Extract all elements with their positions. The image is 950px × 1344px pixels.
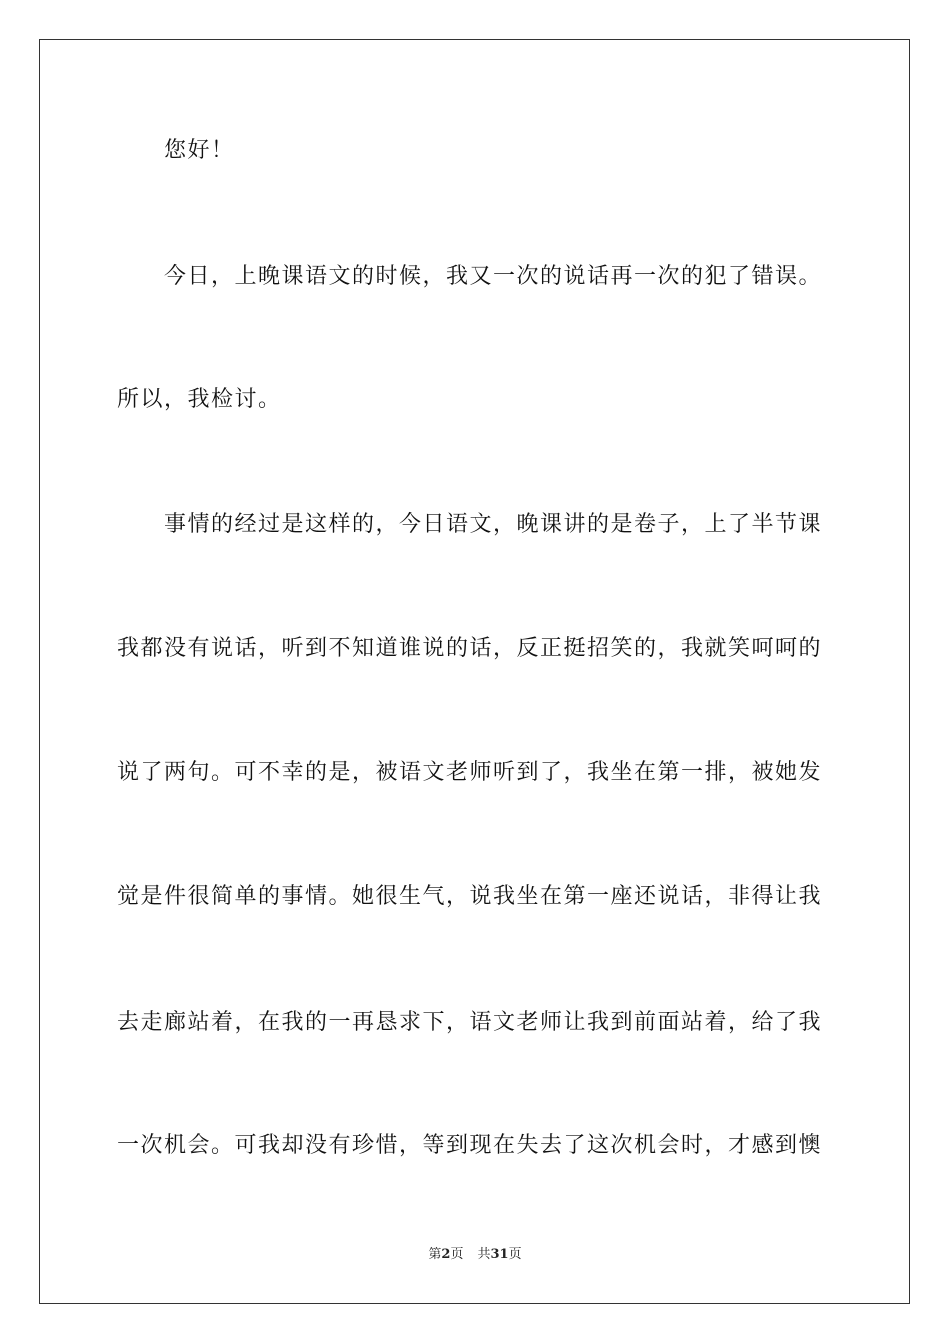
- page-suffix: 页: [450, 1247, 464, 1262]
- body-line: 说了两句。可不幸的是，被语文老师听到了，我坐在第一排，被她发: [117, 760, 823, 785]
- page-number: 2: [441, 1247, 451, 1262]
- body-line: 今日，上晚课语文的时候，我又一次的说话再一次的犯了错误。: [164, 264, 823, 289]
- total-prefix: 共: [477, 1247, 491, 1262]
- total-suffix: 页: [508, 1247, 522, 1262]
- body-line: 觉是件很简单的事情。她很生气，说我坐在第一座还说话，非得让我: [117, 884, 823, 909]
- body-line: 事情的经过是这样的，今日语文，晚课讲的是卷子，上了半节课: [164, 512, 823, 537]
- page-prefix: 第: [428, 1247, 442, 1262]
- page-border: [39, 39, 910, 1304]
- body-line: 所以，我检讨。: [117, 387, 282, 412]
- body-line: 一次机会。可我却没有珍惜，等到现在失去了这次机会时，才感到懊: [117, 1133, 823, 1158]
- total-pages: 31: [490, 1247, 509, 1262]
- page-footer: [0, 1246, 950, 1264]
- salutation-line: 您好！: [164, 138, 235, 163]
- body-line: 我都没有说话，听到不知道谁说的话，反正挺招笑的，我就笑呵呵的: [117, 636, 823, 661]
- body-line: 去走廊站着，在我的一再恳求下，语文老师让我到前面站着，给了我: [117, 1010, 823, 1035]
